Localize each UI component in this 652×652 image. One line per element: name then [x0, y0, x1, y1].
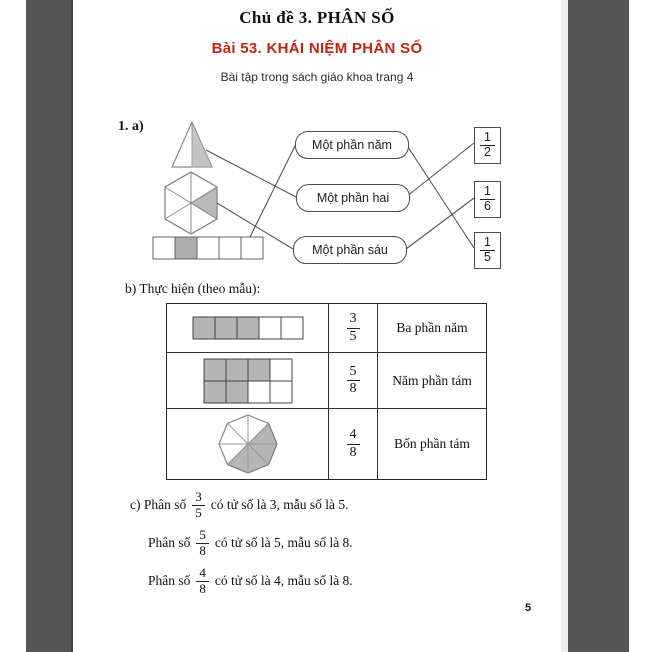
octagon-8-4shaded-icon [217, 413, 279, 475]
right-gray-bar [568, 0, 629, 652]
table-cell-shape [167, 304, 329, 353]
fraction-denominator: 8 [199, 580, 206, 596]
fraction-name: Bốn phần tám [394, 436, 470, 451]
lesson-title: Bài 53. KHÁI NIỆM PHÂN SỐ [211, 40, 423, 57]
triangle-shape [172, 122, 212, 167]
pill-label: Một phần năm [312, 138, 392, 152]
table-cell-fraction [329, 353, 378, 409]
part-c-line [148, 562, 353, 600]
fraction-numerator: 3 [347, 311, 360, 328]
inline-fraction-3-5 [192, 490, 205, 521]
fraction-numerator: 1 [480, 236, 495, 251]
exercise-1a-label: 1. a) [118, 119, 144, 134]
fraction-denominator: 8 [199, 542, 206, 558]
sentence-lead: c) Phân số [130, 497, 187, 512]
page-edge-shadow [561, 0, 568, 652]
left-gray-bar [26, 0, 73, 652]
table-cell-name [378, 409, 486, 479]
fraction-denominator: 2 [484, 145, 491, 159]
line-pill1-to-frac15 [406, 144, 474, 248]
fraction-numerator: 4 [196, 566, 209, 582]
strip-5-3shaded-icon [192, 316, 304, 340]
pill-label: Một phần sáu [312, 243, 388, 257]
fraction-numerator: 5 [196, 528, 209, 544]
sentence-tail: có tử số là 3, mẫu số là 5. [210, 497, 349, 512]
sentence-lead: Phân số [148, 573, 191, 588]
sentence-tail: có tử số là 5, mẫu số là 8. [214, 535, 353, 550]
fraction-4-8 [347, 427, 360, 460]
sentence-lead: Phân số [148, 535, 191, 550]
part-c-line [130, 486, 349, 524]
fraction-name: Năm phần tám [392, 372, 472, 388]
fraction-denominator: 8 [349, 444, 357, 460]
fraction-numerator: 3 [192, 490, 205, 506]
fraction-box-1-6 [474, 181, 501, 218]
inline-fraction-5-8 [196, 528, 209, 559]
line-pill3-to-frac16 [406, 198, 474, 249]
hexagon-shape [165, 172, 217, 234]
fraction-denominator: 6 [484, 199, 491, 213]
subtitle-note: Bài tập trong sách giáo khoa trang 4 [220, 70, 414, 84]
fraction-name: Ba phần năm [396, 320, 468, 335]
fraction-denominator: 8 [349, 381, 357, 396]
pill-mot-phan-nam [295, 131, 409, 159]
line-triangle-to-pill2 [206, 150, 296, 197]
sentence-tail: có tử số là 4, mẫu số là 8. [214, 573, 353, 588]
part-b-table [166, 303, 487, 480]
pill-label: Một phần hai [316, 191, 390, 205]
line-pill2-to-frac12 [406, 143, 474, 197]
fraction-numerator: 4 [347, 427, 360, 444]
fraction-box-1-2 [474, 127, 501, 164]
inline-fraction-4-8 [196, 566, 209, 597]
fraction-numerator: 5 [347, 364, 360, 381]
table-cell-name [378, 304, 486, 353]
table-cell-shape [167, 353, 329, 409]
pill-mot-phan-sau [293, 236, 407, 264]
part-b-heading: b) Thực hiện (theo mẫu): [125, 281, 261, 296]
table-cell-fraction [329, 304, 378, 353]
table-cell-name [378, 353, 486, 409]
fraction-box-1-5 [474, 232, 501, 269]
fraction-numerator: 1 [480, 185, 495, 200]
grid-4x2-5shaded-icon [203, 358, 293, 404]
strip-shape [153, 237, 263, 259]
fraction-numerator: 1 [480, 131, 495, 146]
page-number: 5 [524, 602, 532, 614]
fraction-denominator: 5 [484, 250, 491, 264]
pill-mot-phan-hai [296, 184, 410, 212]
fraction-5-8 [347, 364, 360, 397]
table-cell-shape [167, 409, 329, 479]
chapter-title: Chủ đề 3. PHÂN SỐ [239, 8, 395, 27]
line-strip-to-pill1 [250, 146, 295, 237]
table-cell-fraction [329, 409, 378, 479]
fraction-denominator: 5 [349, 328, 357, 344]
part-c-line [148, 524, 353, 562]
fraction-denominator: 5 [195, 504, 202, 520]
fraction-3-5 [347, 311, 360, 344]
